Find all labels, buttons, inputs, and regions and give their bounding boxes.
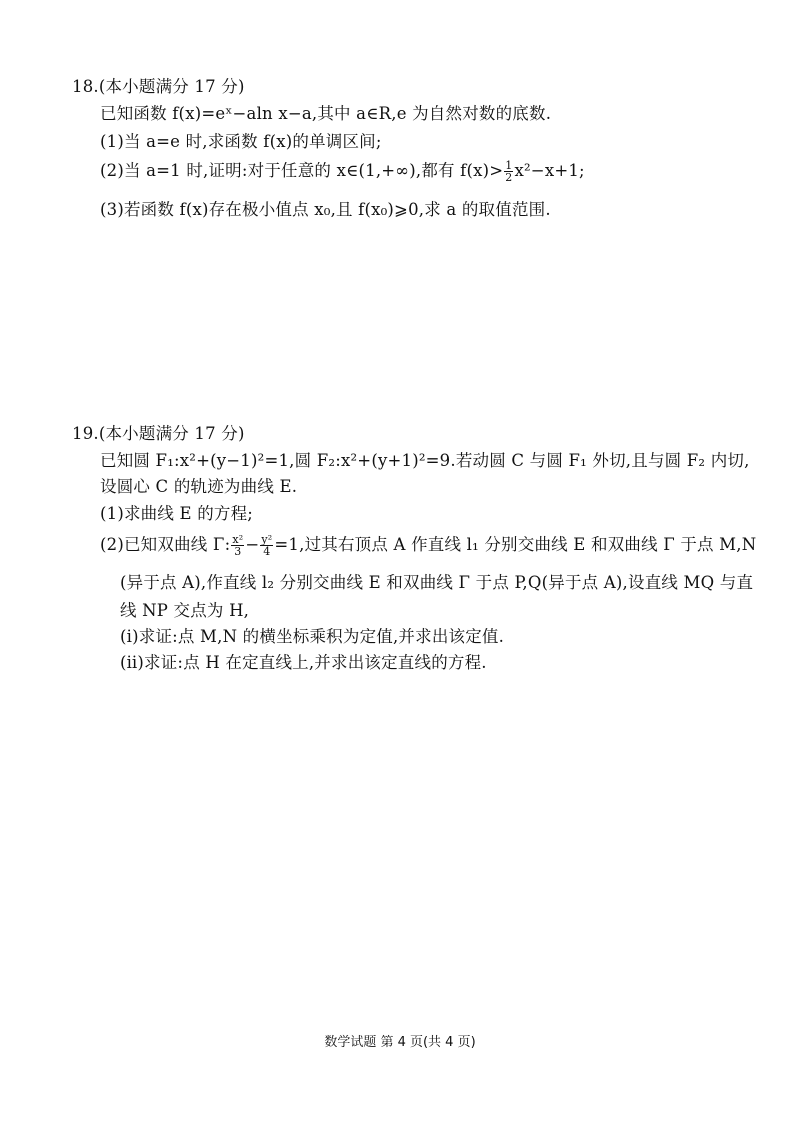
q19-subpart-ii: (ⅱ)求证:点 H 在定直线上,并求出该定直线的方程.	[120, 653, 487, 672]
q19-fraction-y-numerator: y²	[261, 533, 273, 546]
q19-header: 19.(本小题满分 17 分)	[72, 424, 245, 443]
q19-subpart-i: (ⅰ)求证:点 M,N 的横坐标乘积为定值,并求出该定值.	[120, 627, 505, 646]
q19-fraction-x	[231, 534, 244, 557]
q18-part2-text: (2)当 a=1 时,证明:对于任意的 x∈(1,+∞),都有 f(x)>	[100, 161, 504, 180]
q18-part2-fraction	[504, 160, 513, 183]
q18-part2-tail: x²−x+1;	[514, 161, 585, 180]
page-footer: 数学试题 第 4 页(共 4 页)	[324, 1035, 476, 1050]
q19-fraction-y-denominator: 4	[263, 545, 271, 558]
q18-header: 18.(本小题满分 17 分)	[72, 77, 245, 96]
q19-fraction-x-numerator: x²	[232, 533, 244, 546]
q19-minus-sign: −	[245, 535, 260, 554]
q18-stem: 已知函数 f(x)=eˣ−aln x−a,其中 a∈R,e 为自然对数的底数.	[100, 104, 552, 123]
q18-part2	[100, 160, 585, 183]
q19-part2-line3: 线 NP 交点为 H,	[120, 601, 250, 620]
q18-fraction-denominator: 2	[505, 171, 513, 184]
q19-fraction-y	[260, 534, 273, 557]
q19-part1: (1)求曲线 E 的方程;	[100, 504, 254, 523]
q19-stem-line2: 设圆心 C 的轨迹为曲线 E.	[100, 477, 298, 496]
q18-fraction-numerator: 1	[505, 159, 513, 172]
q19-stem-line1: 已知圆 F₁:x²+(y−1)²=1,圆 F₂:x²+(y+1)²=9.若动圆 C 与圆 F₁ 外切,且与圆 F₂ 内切,	[100, 451, 750, 470]
q19-part2-tail: =1,过其右顶点 A 作直线 l₁ 分别交曲线 E 和双曲线 Γ 于点 M,N	[274, 535, 757, 554]
q19-part2-text: (2)已知双曲线 Γ:	[100, 535, 231, 554]
q19-part2-line2: (异于点 A),作直线 l₂ 分别交曲线 E 和双曲线 Γ 于点 P,Q(异于点 A),设直线 MQ 与直	[120, 573, 754, 592]
q18-part3: (3)若函数 f(x)存在极小值点 x₀,且 f(x₀)⩾0,求 a 的取值范围.	[100, 200, 551, 219]
q18-part1: (1)当 a=e 时,求函数 f(x)的单调区间;	[100, 132, 382, 151]
q19-fraction-x-denominator: 3	[234, 545, 242, 558]
q19-part2-line1	[100, 534, 756, 557]
